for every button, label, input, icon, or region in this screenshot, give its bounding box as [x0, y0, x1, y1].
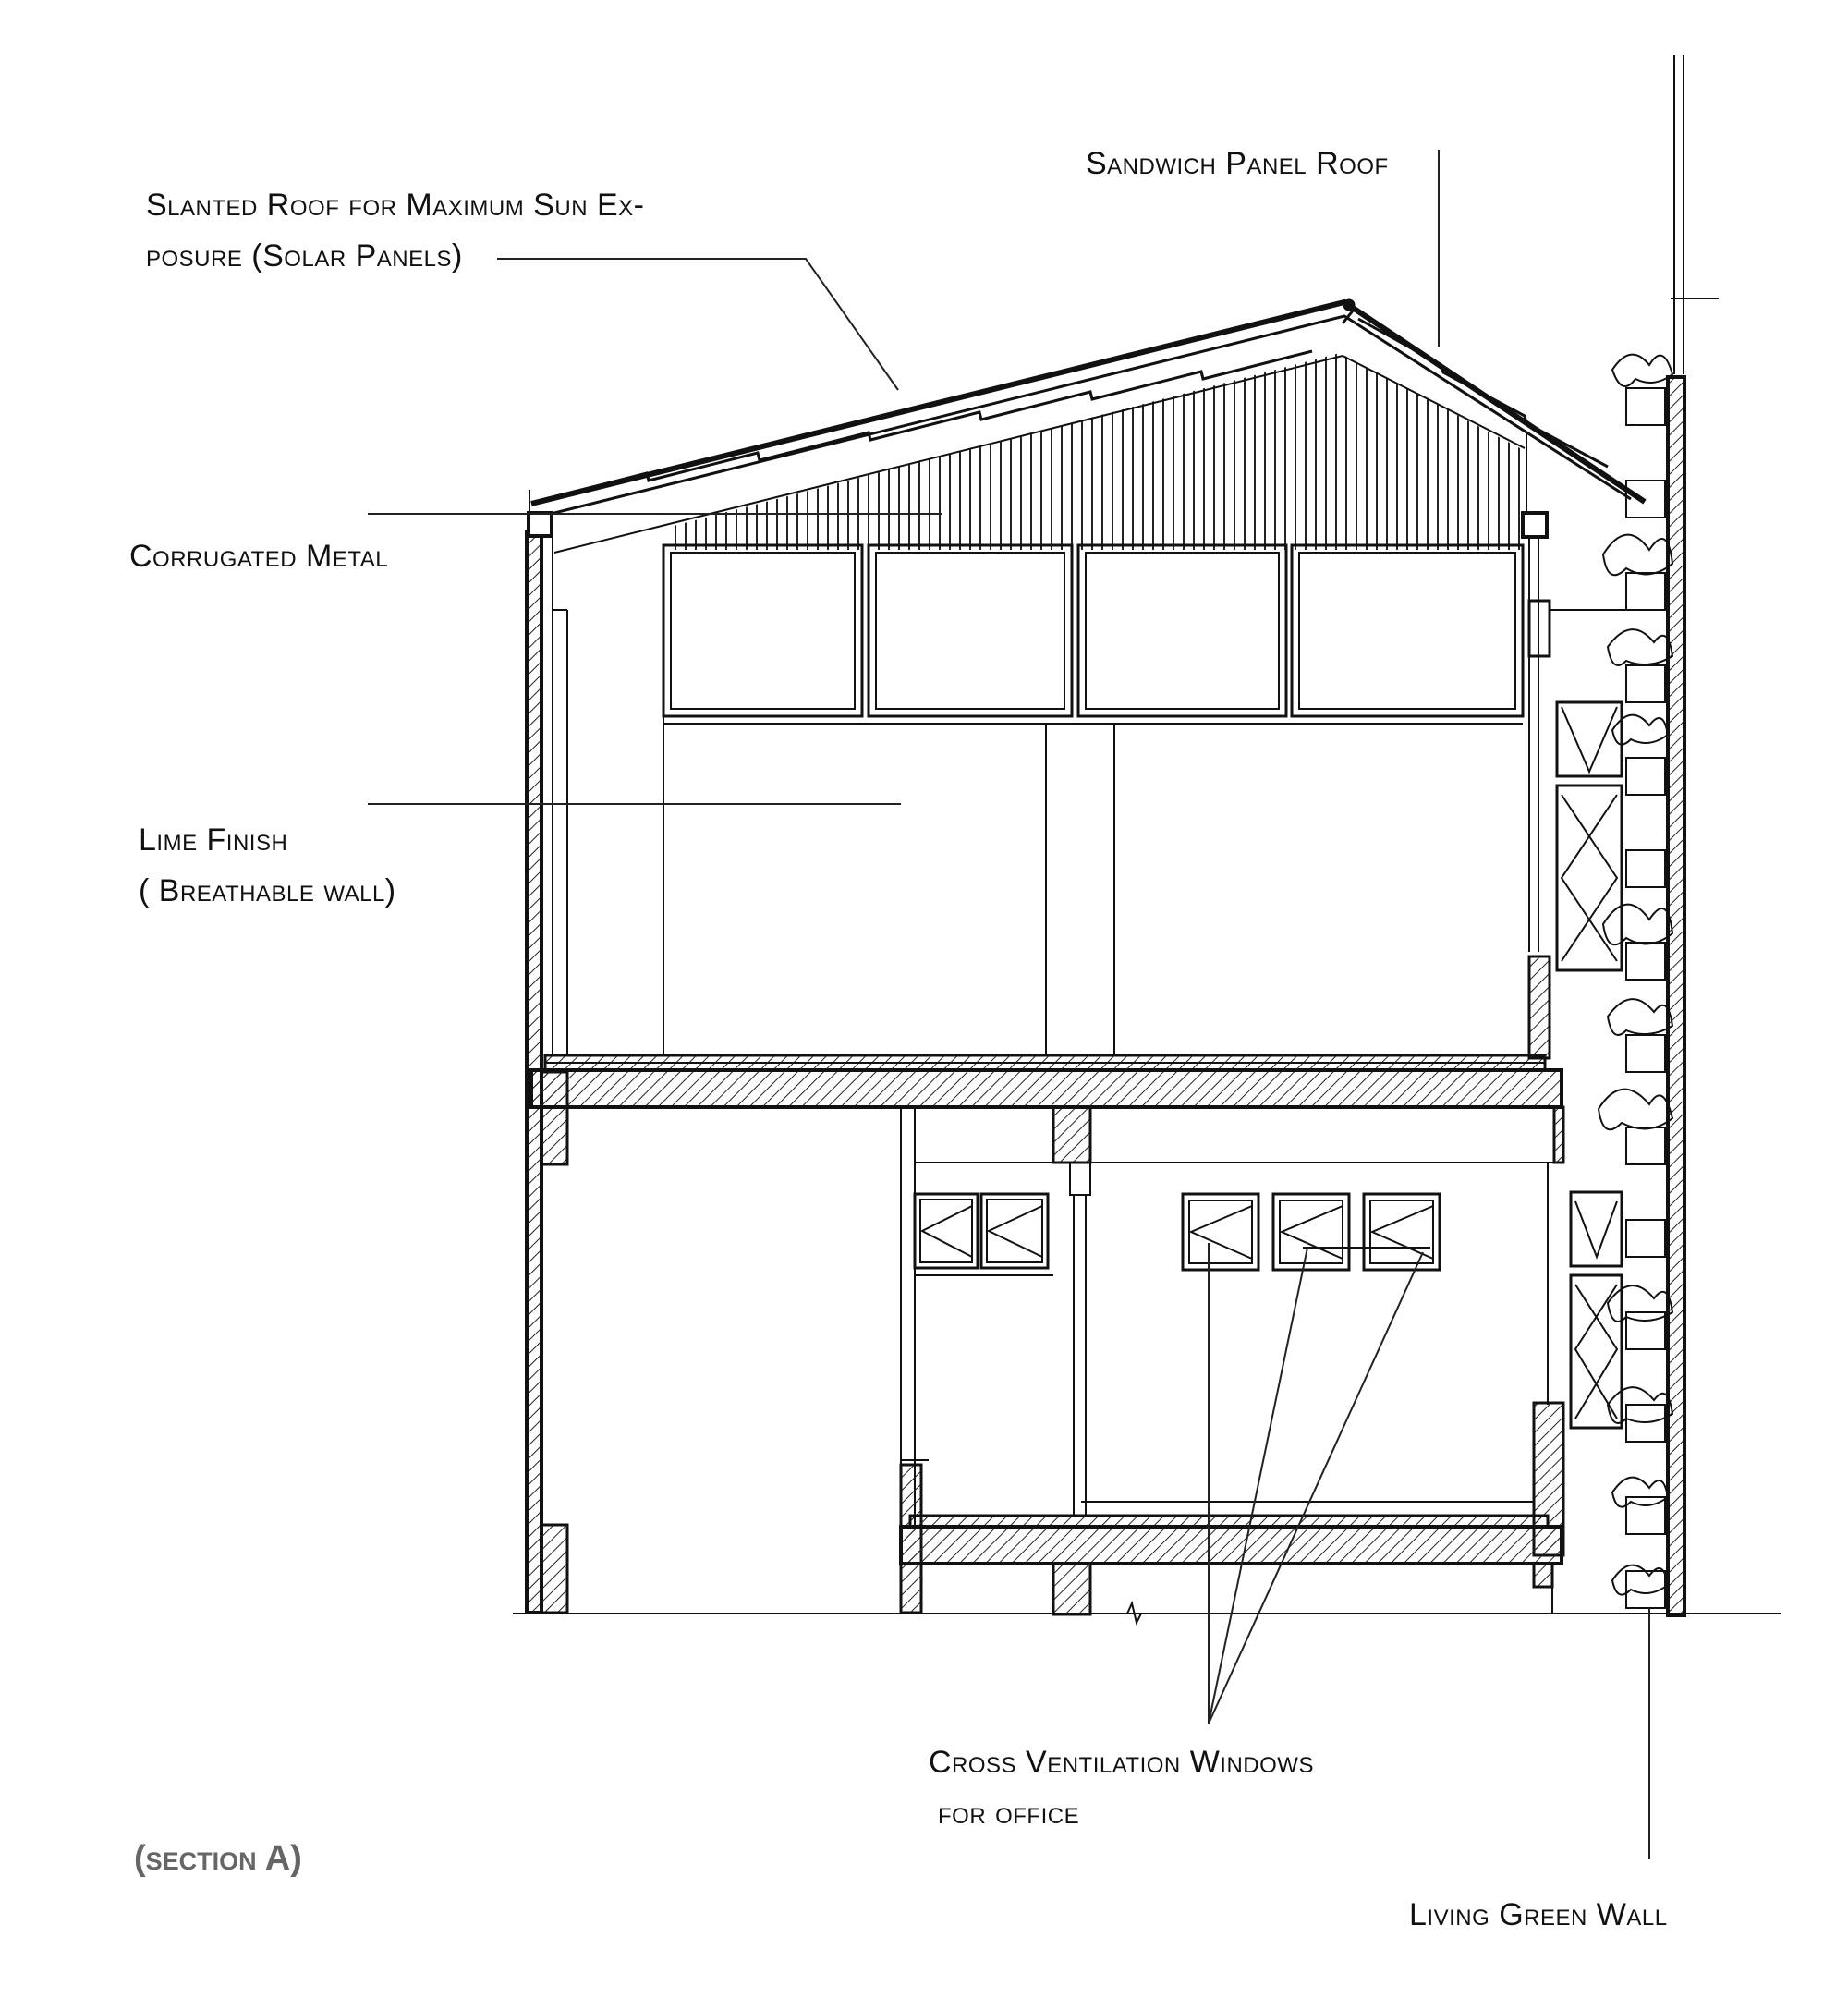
- leader-slanted-roof: [497, 259, 898, 390]
- cross-ventilation-windows: [1183, 1194, 1440, 1270]
- clerestory-windows: [663, 545, 1523, 1054]
- label-slanted-roof-line1: Slanted Roof for Maximum Sun Ex-: [146, 188, 645, 223]
- label-cross-ventilation-line1: Cross Ventilation Windows: [929, 1745, 1314, 1780]
- section-title: (section A): [134, 1839, 302, 1878]
- label-lime-finish-line2: ( Breathable wall): [139, 873, 396, 908]
- label-slanted-roof-line2: posure (Solar Panels): [146, 238, 463, 274]
- ground-line: [513, 1603, 1781, 1623]
- lower-floor: [901, 1107, 1622, 1614]
- right-wall-upper: [1523, 434, 1635, 1058]
- label-cross-ventilation-line2: for office: [938, 1796, 1080, 1831]
- leader-cross-ventilation-2: [1209, 1248, 1307, 1724]
- left-wall: [527, 490, 567, 1613]
- upper-floor-slab: [531, 1055, 1563, 1163]
- label-living-green-wall: Living Green Wall: [1409, 1897, 1668, 1932]
- label-lime-finish-line1: Lime Finish: [139, 822, 288, 858]
- leader-cross-ventilation-3: [1209, 1252, 1423, 1724]
- living-green-wall: [1599, 55, 1719, 1615]
- label-sandwich-panel-roof: Sandwich Panel Roof: [1086, 146, 1389, 181]
- label-corrugated-metal: Corrugated Metal: [129, 539, 389, 574]
- plants: [1599, 355, 1672, 1595]
